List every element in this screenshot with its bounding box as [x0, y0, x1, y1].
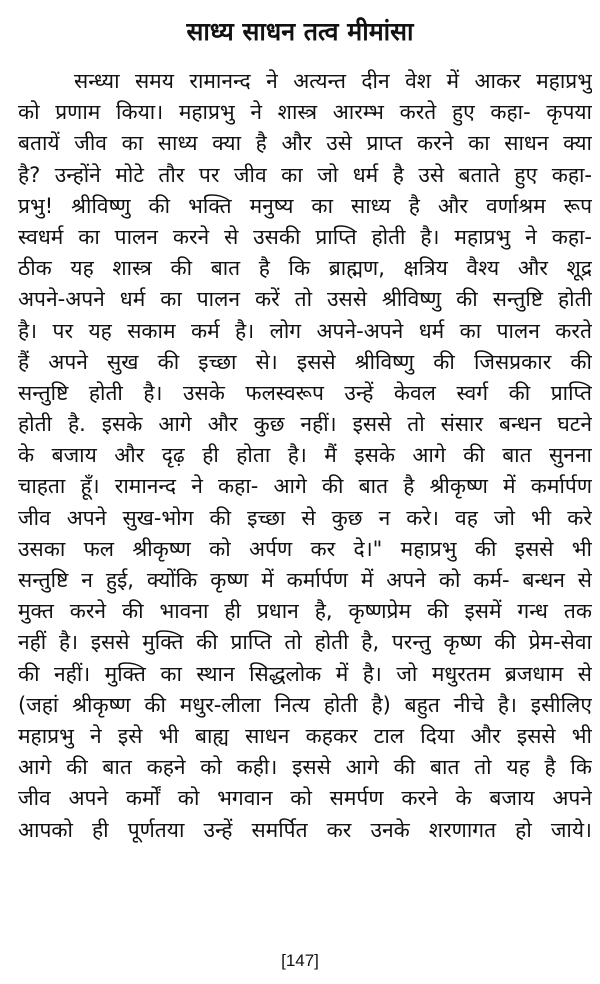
text-line: (जहां श्रीकृष्ण की मधुर-लीला नित्य होती है) बहुत नीचे है। इसीलिए	[18, 692, 592, 717]
text-line: जीव अपने सुख-भोग की इच्छा से कुछ न करे। वह जो भी करे	[18, 505, 592, 530]
text-line: बतायें जीव का साध्य क्या है और उसे प्राप्त करने का साधन क्या	[18, 131, 592, 156]
text-line: जीव अपने कर्मों को भगवान को समर्पण करने के बजाय अपने	[18, 786, 592, 811]
text-line: नहीं है। इससे मुक्ति की प्राप्ति तो होती है, परन्तु कृष्ण की प्रेम-सेवा	[18, 630, 592, 655]
text-line: होती है. इसके आगे और कुछ नहीं। इससे तो संसार बन्धन घटने	[18, 412, 592, 437]
text-line: उसका फल श्रीकृष्ण को अर्पण कर दे।" महाप्रभु की इससे भी	[18, 536, 592, 561]
text-line: है। पर यह सकाम कर्म है। लोग अपने-अपने धर्म का पालन करते	[18, 318, 592, 343]
text-line: ठीक यह शास्त्र की बात है कि ब्राह्मण, क्षत्रिय वैश्य और शूद्र	[18, 256, 592, 281]
text-line: है? उन्होंने मोटे तौर पर जीव का जो धर्म है उसे बताते हुए कहा-	[18, 162, 592, 187]
text-line: सन्ध्या समय रामानन्द ने अत्यन्त दीन वेश में आकर महाप्रभु	[74, 69, 592, 93]
text-line: आपको ही पूर्णतया उन्हें समर्पित कर उनके शरणागत हो जाये।	[18, 817, 592, 842]
text-line: की नहीं। मुक्ति का स्थान सिद्धलोक में है। जो मधुरतम ब्रजधाम से	[18, 661, 592, 686]
text-line: को प्रणाम किया। महाप्रभु ने शास्त्र आरम्भ करते हुए कहा- कृपया	[18, 100, 592, 125]
body-paragraph	[18, 66, 592, 846]
text-line: स्वधर्म का पालन करने से उसकी प्राप्ति होती है। महाप्रभु ने कहा-	[18, 224, 592, 249]
page-number: [147]	[281, 951, 319, 970]
text-line: सन्तुष्टि न हुई, क्योंकि कृष्ण में कर्मार्पण में अपने को कर्म- बन्धन से	[18, 568, 592, 592]
text-line: के बजाय और दृढ़ ही होता है। मैं इसके आगे की बात सुनना	[18, 443, 592, 468]
text-line: मुक्त करने की भावना ही प्रधान है, कृष्णप्रेम की इसमें गन्ध तक	[18, 599, 592, 624]
text-line: महाप्रभु ने इसे भी बाह्य साधन कहकर टाल दिया और इससे भी	[18, 723, 592, 748]
text-line: चाहता हूँ। रामानन्द ने कहा- आगे की बात है श्रीकृष्ण में कर्मार्पण	[18, 474, 592, 499]
text-line: आगे की बात कहने को कही। इससे आगे की बात तो यह है कि	[18, 755, 592, 780]
text-line: हैं अपने सुख की इच्छा से। इससे श्रीविष्णु की जिसप्रकार की	[18, 349, 592, 374]
chapter-title: साध्य साधन तत्व मीमांसा	[186, 17, 414, 46]
text-line: अपने-अपने धर्म का पालन करें तो उससे श्रीविष्णु की सन्तुष्टि होती	[18, 287, 592, 312]
text-line: सन्तुष्टि होती है। उसके फलस्वरूप उन्हें केवल स्वर्ग की प्राप्ति	[18, 380, 592, 405]
text-line: प्रभु! श्रीविष्णु की भक्ति मनुष्य का साध्य है और वर्णाश्रम रूप	[18, 193, 592, 218]
